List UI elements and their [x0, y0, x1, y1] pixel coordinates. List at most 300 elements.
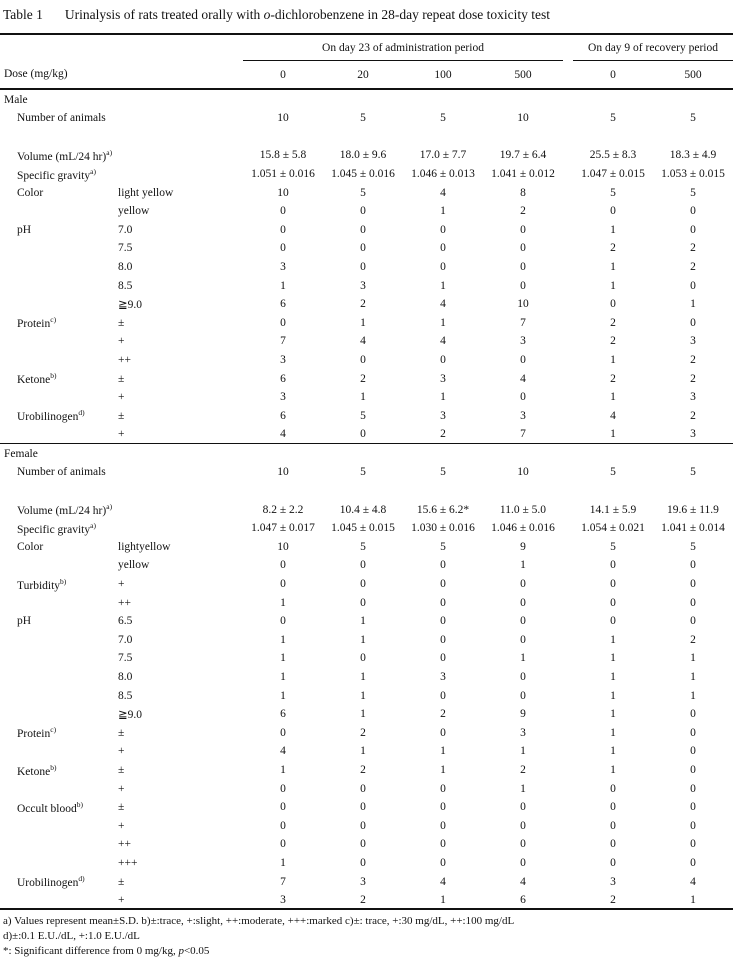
row-parameter-label — [0, 705, 117, 724]
cell-value: 0 — [280, 316, 286, 329]
cell-value: 1 — [360, 615, 366, 628]
group-gap — [563, 705, 573, 724]
cell-value: 15.8 ± 5.8 — [259, 149, 307, 162]
cell-value: 0 — [360, 856, 366, 869]
footnote-marker: b) — [50, 762, 57, 772]
table-row — [0, 593, 733, 612]
cell-value: 0 — [280, 726, 286, 739]
cell-value: 4 — [520, 875, 526, 888]
cell-value: 9 — [520, 540, 526, 553]
cell-value: 0 — [690, 726, 696, 739]
group-gap — [563, 649, 573, 668]
cell-value: 2 — [610, 893, 616, 906]
row-category-label — [117, 500, 243, 519]
cell-value: 0 — [520, 279, 526, 292]
row-category-label: ≧9.0 — [118, 709, 143, 722]
cell-value: 0 — [280, 615, 286, 628]
cell-value: 0 — [440, 856, 446, 869]
cell-value: 6 — [280, 708, 286, 721]
cell-value: 1 — [440, 279, 446, 292]
row-parameter-label — [0, 816, 117, 835]
table-row — [0, 835, 733, 854]
cell-value: 0 — [360, 354, 366, 367]
cell-value: 4 — [280, 745, 286, 758]
group-header-recovery: On day 9 of recovery period — [573, 34, 733, 61]
table-row — [0, 705, 733, 724]
cell-value: 0 — [360, 819, 366, 832]
cell-value: 0 — [690, 708, 696, 721]
footnote-sig-prefix: *: Significant difference from 0 mg/kg, — [3, 945, 179, 958]
cell-value: 0 — [520, 633, 526, 646]
footnotes — [0, 910, 733, 958]
cell-value: 0 — [440, 596, 446, 609]
row-parameter-label: Color — [17, 540, 44, 553]
cell-value: 1 — [610, 428, 616, 441]
row-parameter-label — [0, 686, 117, 705]
cell-value: 3 — [520, 409, 526, 422]
row-category-label — [117, 109, 243, 128]
group-gap — [563, 332, 573, 351]
cell-value: 3 — [690, 391, 696, 404]
cell-value: 1 — [520, 782, 526, 795]
row-category-label: 6.5 — [118, 615, 133, 628]
cell-value: 5 — [440, 112, 446, 125]
group-header-spacer — [0, 34, 243, 61]
cell-value: 0 — [520, 596, 526, 609]
group-gap — [563, 239, 573, 258]
footnote-marker: b) — [76, 799, 83, 809]
cell-value: 9 — [520, 708, 526, 721]
cell-value: 2 — [440, 428, 446, 441]
cell-value: 0 — [690, 559, 696, 572]
cell-value: 1 — [690, 298, 696, 311]
group-gap — [563, 221, 573, 240]
cell-value: 0 — [610, 615, 616, 628]
cell-value: 1 — [690, 671, 696, 684]
table-row — [0, 575, 733, 594]
cell-value: 1.053 ± 0.015 — [661, 168, 725, 181]
row-parameter-label — [0, 295, 117, 314]
cell-value: 4 — [360, 335, 366, 348]
cell-value: 1.030 ± 0.016 — [411, 522, 475, 535]
cell-value: 2 — [440, 708, 446, 721]
row-parameter-label: Number of animals — [17, 112, 106, 125]
cell-value: 1 — [520, 745, 526, 758]
table-row — [0, 816, 733, 835]
blank-cell — [0, 128, 733, 147]
cell-value: 1 — [440, 205, 446, 218]
cell-value: 0 — [360, 261, 366, 274]
cell-value: 0 — [610, 838, 616, 851]
cell-value: 5 — [610, 112, 616, 125]
row-category-label: ± — [118, 726, 125, 739]
cell-value: 19.6 ± 11.9 — [667, 503, 719, 516]
cell-value: 1 — [690, 893, 696, 906]
row-parameter-label — [0, 835, 117, 854]
cell-value: 5 — [440, 466, 446, 479]
cell-value: 0 — [520, 856, 526, 869]
group-gap — [563, 519, 573, 538]
cell-value: 3 — [690, 428, 696, 441]
row-category-label: light yellow — [118, 186, 174, 199]
row-parameter-label: pH — [17, 615, 32, 628]
group-gap — [563, 612, 573, 631]
row-parameter-label — [0, 332, 117, 351]
dose-value: 0 — [243, 61, 323, 90]
cell-value: 10 — [517, 112, 529, 125]
cell-value: 1 — [610, 671, 616, 684]
row-category-label: ≧9.0 — [118, 299, 143, 312]
table-row — [0, 686, 733, 705]
footnote-marker: d) — [78, 874, 85, 884]
cell-value: 0 — [360, 428, 366, 441]
cell-value: 7 — [520, 428, 526, 441]
cell-value: 5 — [690, 112, 696, 125]
dose-value: 500 — [653, 61, 733, 90]
cell-value: 1.051 ± 0.016 — [251, 168, 315, 181]
group-gap — [563, 593, 573, 612]
cell-value: 1.054 ± 0.021 — [581, 522, 645, 535]
cell-value: 0 — [360, 782, 366, 795]
row-category-label: + — [118, 819, 125, 832]
table-row — [0, 463, 733, 482]
table-row — [0, 165, 733, 184]
cell-value: 10 — [277, 112, 289, 125]
cell-value: 0 — [520, 223, 526, 236]
cell-value: 0 — [280, 242, 286, 255]
cell-value: 0 — [690, 615, 696, 628]
table-row — [0, 332, 733, 351]
cell-value: 0 — [440, 819, 446, 832]
cell-value: 15.6 ± 6.2* — [416, 503, 470, 516]
footnote-marker: a) — [106, 148, 113, 158]
cell-value: 1 — [280, 856, 286, 869]
group-gap — [563, 146, 573, 165]
cell-value: 5 — [440, 540, 446, 553]
group-gap — [563, 258, 573, 277]
cell-value: 1 — [610, 689, 616, 702]
cell-value: 0 — [280, 819, 286, 832]
cell-value: 0 — [520, 615, 526, 628]
group-gap — [563, 61, 573, 90]
cell-value: 2 — [690, 409, 696, 422]
row-category-label: yellow — [118, 559, 150, 572]
cell-value: 2 — [360, 298, 366, 311]
cell-value: 1 — [690, 652, 696, 665]
group-gap — [563, 276, 573, 295]
group-gap — [563, 556, 573, 575]
group-gap — [563, 295, 573, 314]
row-category-label: ± — [118, 875, 125, 888]
group-gap — [563, 314, 573, 333]
cell-value: 5 — [610, 466, 616, 479]
cell-value: 3 — [520, 335, 526, 348]
cell-value: 0 — [280, 838, 286, 851]
cell-value: 8.2 ± 2.2 — [262, 503, 304, 516]
cell-value: 1 — [440, 391, 446, 404]
cell-value: 0 — [440, 726, 446, 739]
cell-value: 1 — [440, 763, 446, 776]
row-parameter-label: Protein$^{c)}$ — [17, 315, 57, 331]
cell-value: 0 — [610, 596, 616, 609]
cell-value: 0 — [520, 354, 526, 367]
group-gap — [563, 724, 573, 743]
cell-value: 2 — [690, 261, 696, 274]
dose-value: 500 — [483, 61, 563, 90]
footnote-marker: c) — [50, 315, 57, 325]
cell-value: 3 — [520, 726, 526, 739]
cell-value: 1.041 ± 0.014 — [661, 522, 725, 535]
row-parameter-label: Volume (mL/24 hr)$^{a)}$ — [17, 148, 113, 163]
group-gap — [563, 463, 573, 482]
cell-value: 1 — [360, 708, 366, 721]
table-row — [0, 239, 733, 258]
row-parameter-label: Protein$^{c)}$ — [17, 725, 57, 741]
table-row — [0, 668, 733, 687]
group-gap — [563, 202, 573, 221]
cell-value: 3 — [280, 391, 286, 404]
cell-value: 1 — [360, 633, 366, 646]
cell-value: 0 — [280, 801, 286, 814]
cell-value: 0 — [610, 559, 616, 572]
row-parameter-label — [0, 258, 117, 277]
cell-value: 10.4 ± 4.8 — [339, 503, 387, 516]
cell-value: 25.5 ± 8.3 — [589, 149, 637, 162]
cell-value: 8 — [520, 186, 526, 199]
footnote-line-2: d)±:0.1 E.U./dL, +:1.0 E.U./dL — [3, 930, 140, 943]
section-row — [0, 444, 733, 464]
cell-value: 0 — [520, 261, 526, 274]
row-category-label: 8.0 — [118, 261, 133, 274]
cell-value: 1 — [610, 279, 616, 292]
row-category-label: ++ — [118, 354, 131, 367]
group-gap — [563, 425, 573, 444]
group-gap — [563, 854, 573, 873]
group-gap — [563, 872, 573, 891]
cell-value: 10 — [277, 186, 289, 199]
table-row — [0, 538, 733, 557]
row-parameter-label — [0, 742, 117, 761]
footnote-marker: a) — [106, 502, 113, 512]
row-category-label: 7.5 — [118, 652, 133, 665]
cell-value: 0 — [360, 559, 366, 572]
cell-value: 0 — [440, 838, 446, 851]
cell-value: 5 — [360, 540, 366, 553]
cell-value: 0 — [610, 205, 616, 218]
cell-value: 0 — [280, 782, 286, 795]
group-gap — [563, 500, 573, 519]
cell-value: 1 — [360, 391, 366, 404]
table-row — [0, 351, 733, 370]
row-category-label: + — [118, 893, 125, 906]
cell-value: 3 — [360, 279, 366, 292]
row-parameter-label — [0, 593, 117, 612]
row-category-label: ++ — [118, 838, 131, 851]
group-gap — [563, 798, 573, 817]
table-caption — [65, 7, 550, 22]
cell-value: 0 — [520, 838, 526, 851]
cell-value: 1.045 ± 0.016 — [331, 168, 395, 181]
cell-value: 2 — [360, 726, 366, 739]
column-group-row — [0, 34, 733, 61]
cell-value: 1 — [280, 279, 286, 292]
cell-value: 0 — [690, 856, 696, 869]
cell-value: 0 — [690, 819, 696, 832]
cell-value: 0 — [440, 615, 446, 628]
table-row — [0, 202, 733, 221]
cell-value: 1 — [610, 652, 616, 665]
group-gap — [563, 351, 573, 370]
cell-value: 5 — [360, 112, 366, 125]
cell-value: 2 — [690, 372, 696, 385]
row-category-label: yellow — [118, 205, 150, 218]
row-category-label: + — [118, 428, 125, 441]
row-parameter-label — [0, 388, 117, 407]
table-row — [0, 891, 733, 910]
cell-value: 1 — [610, 261, 616, 274]
cell-value: 0 — [520, 578, 526, 591]
row-category-label — [117, 146, 243, 165]
group-gap — [563, 34, 573, 61]
table-row — [0, 221, 733, 240]
row-parameter-label — [0, 425, 117, 444]
cell-value: 1 — [520, 652, 526, 665]
cell-value: 1 — [280, 689, 286, 702]
cell-value: 4 — [690, 875, 696, 888]
table-row — [0, 183, 733, 202]
caption-text-before: Urinalysis of rats treated orally with — [64, 7, 264, 22]
cell-value: 2 — [610, 372, 616, 385]
cell-value: 11.0 ± 5.0 — [499, 503, 547, 516]
cell-value: 1.041 ± 0.012 — [491, 168, 555, 181]
cell-value: 18.3 ± 4.9 — [669, 149, 717, 162]
cell-value: 2 — [610, 242, 616, 255]
row-category-label: 8.5 — [118, 689, 133, 702]
group-gap — [563, 761, 573, 780]
cell-value: 0 — [440, 801, 446, 814]
cell-value: 6 — [280, 298, 286, 311]
row-parameter-label — [0, 556, 117, 575]
cell-value: 4 — [520, 372, 526, 385]
table-row — [0, 872, 733, 891]
footnote-sig-italic-p: p — [178, 945, 184, 958]
table-row — [0, 761, 733, 780]
cell-value: 4 — [610, 409, 616, 422]
group-gap — [563, 165, 573, 184]
cell-value: 5 — [360, 186, 366, 199]
table-row — [0, 556, 733, 575]
group-gap — [563, 538, 573, 557]
row-category-label: ± — [118, 801, 125, 814]
row-parameter-label: Turbidity$^{b)}$ — [17, 576, 67, 592]
cell-value: 0 — [690, 596, 696, 609]
cell-value: 0 — [520, 819, 526, 832]
section-header-female: Female — [0, 444, 733, 464]
footnote-marker: b) — [50, 371, 57, 381]
cell-value: 5 — [690, 186, 696, 199]
row-parameter-label — [0, 779, 117, 798]
cell-value: 2 — [360, 763, 366, 776]
cell-value: 17.0 ± 7.7 — [419, 149, 467, 162]
row-parameter-label: Urobilinogen$^{d)}$ — [17, 874, 85, 889]
cell-value: 0 — [360, 838, 366, 851]
group-gap — [563, 686, 573, 705]
row-parameter-label: Ketone$^{b)}$ — [17, 762, 57, 778]
group-gap — [563, 369, 573, 388]
cell-value: 3 — [440, 671, 446, 684]
row-parameter-label: Color — [17, 186, 44, 199]
cell-value: 0 — [610, 819, 616, 832]
row-parameter-label: Occult blood$^{b)}$ — [17, 799, 83, 815]
cell-value: 10 — [517, 298, 529, 311]
table-row — [0, 854, 733, 873]
table-row — [0, 798, 733, 817]
cell-value: 1 — [280, 763, 286, 776]
cell-value: 5 — [610, 186, 616, 199]
cell-value: 1 — [360, 671, 366, 684]
cell-value: 0 — [440, 242, 446, 255]
cell-value: 3 — [280, 261, 286, 274]
cell-value: 5 — [690, 540, 696, 553]
group-gap — [563, 835, 573, 854]
table-title — [0, 0, 733, 33]
cell-value: 0 — [360, 596, 366, 609]
cell-value: 1 — [360, 689, 366, 702]
cell-value: 5 — [690, 466, 696, 479]
cell-value: 3 — [440, 372, 446, 385]
row-parameter-label: pH — [17, 223, 32, 236]
cell-value: 4 — [440, 335, 446, 348]
group-header-administration: On day 23 of administration period — [243, 34, 563, 61]
urinalysis-table — [0, 33, 733, 910]
table-row — [0, 314, 733, 333]
table-row — [0, 295, 733, 314]
dose-value: 0 — [573, 61, 653, 90]
cell-value: 1 — [440, 745, 446, 758]
cell-value: 0 — [690, 782, 696, 795]
group-gap — [563, 109, 573, 128]
row-category-label: ± — [118, 409, 125, 422]
cell-value: 14.1 ± 5.9 — [589, 503, 637, 516]
dose-value: 100 — [403, 61, 483, 90]
cell-value: 2 — [690, 242, 696, 255]
cell-value: 1 — [280, 596, 286, 609]
cell-value: 0 — [280, 205, 286, 218]
cell-value: 1 — [440, 893, 446, 906]
cell-value: 3 — [280, 893, 286, 906]
blank-row — [0, 482, 733, 501]
footnote-marker: d) — [78, 408, 85, 418]
cell-value: 1.047 ± 0.015 — [581, 168, 645, 181]
dose-label: Dose (mg/kg) — [0, 61, 243, 90]
table-row — [0, 276, 733, 295]
cell-value: 1 — [360, 745, 366, 758]
footnote-line-3 — [3, 944, 733, 959]
group-gap — [563, 183, 573, 202]
cell-value: 0 — [440, 633, 446, 646]
footnote-line-1: a) Values represent mean±S.D. b)±:trace, +:slight, ++:moderate, +++:marked c)±: trace, +:30 mg/dL, ++:100 mg/dL — [3, 915, 515, 928]
cell-value: 0 — [360, 578, 366, 591]
cell-value: 18.0 ± 9.6 — [339, 149, 387, 162]
row-category-label: 7.5 — [118, 242, 133, 255]
cell-value: 0 — [610, 801, 616, 814]
cell-value: 0 — [280, 559, 286, 572]
table-row — [0, 369, 733, 388]
row-category-label: +++ — [118, 856, 138, 869]
cell-value: 1 — [280, 671, 286, 684]
cell-value: 2 — [690, 354, 696, 367]
group-gap — [563, 388, 573, 407]
